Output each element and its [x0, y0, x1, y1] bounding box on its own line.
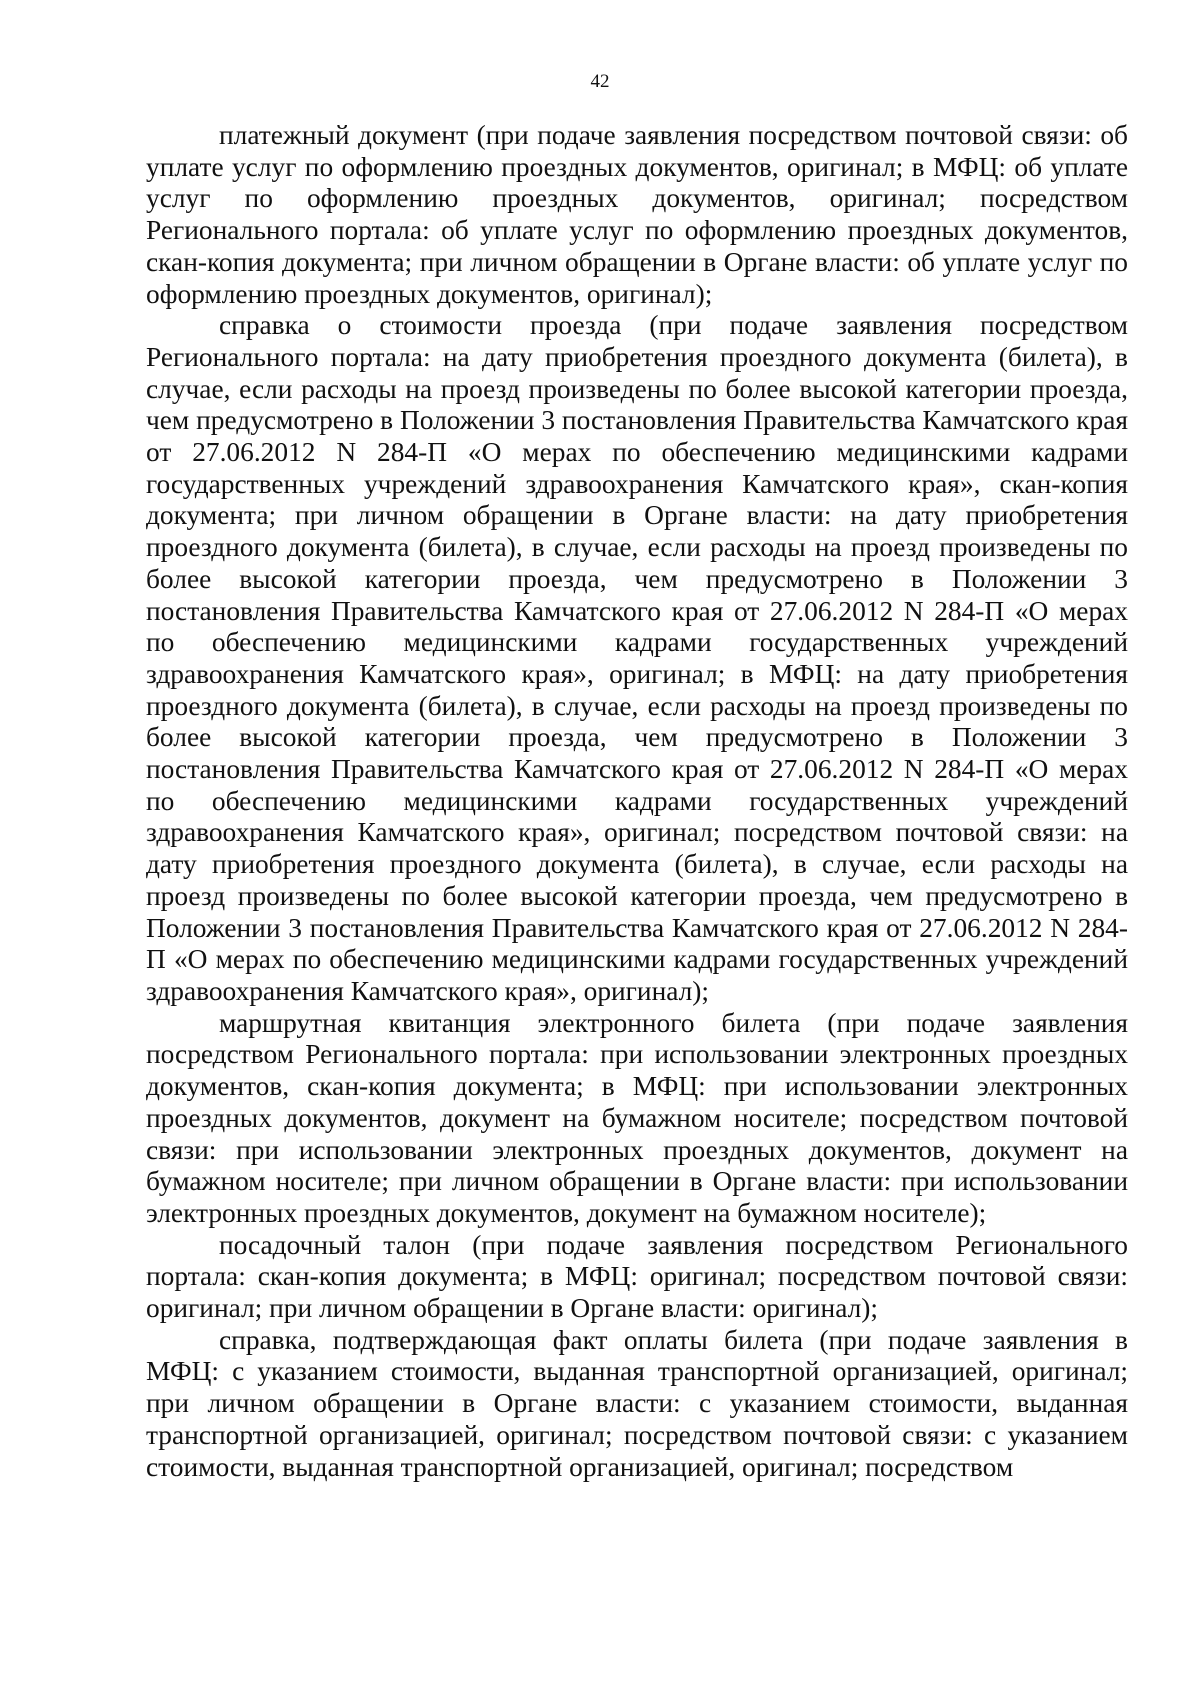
paragraph-payment-confirmation: справка, подтверждающая факт оплаты билета (при подаче заявления в МФЦ: с указанием стоимости, выданная транспортной организацией, оригинал; при личном обращении в Органе власти: с указанием стоимости, выданная транспортной организацией, оригинал; посредством почтовой связи: с указанием стоимости, выданная транспортной организацией, оригинал; посредством	[146, 1324, 1128, 1482]
paragraph-boarding-pass: посадочный талон (при подаче заявления посредством Регионального портала: скан-копия документа; в МФЦ: оригинал; посредством почтовой связи: оригинал; при личном обращении в Органе власти: оригинал);	[146, 1229, 1128, 1324]
paragraph-e-ticket-receipt: маршрутная квитанция электронного билета (при подаче заявления посредством Регионального портала: при использовании электронных проездных документов, скан-копия документа; в МФЦ: при использовании электронных проездных документов, документ на бумажном носителе; посредством почтовой связи: при использовании электронных проездных документов, документ на бумажном носителе; при личном обращении в Органе власти: при использовании электронных проездных документов, документ на бумажном носителе);	[146, 1007, 1128, 1228]
page-number: 42	[590, 71, 610, 92]
paragraph-payment-document: платежный документ (при подаче заявления посредством почтовой связи: об уплате услуг по оформлению проездных документов, оригинал; в МФЦ: об уплате услуг по оформлению проездных документов, оригинал; посредством Регионального портала: об уплате услуг по оформлению проездных документов, скан-копия документа; при личном обращении в Органе власти: об уплате услуг по оформлению проездных документов, оригинал);	[146, 120, 1128, 309]
document-body	[146, 120, 1128, 1483]
paragraph-travel-cost-certificate: справка о стоимости проезда (при подаче заявления посредством Регионального портала: на дату приобретения проездного документа (билета), в случае, если расходы на проезд произведены по более высокой категории проезда, чем предусмотрено в Положении 3 постановления Правительства Камчатского края от 27.06.2012 N 284-П «О мерах по обеспечению медицинскими кадрами государственных учреждений здравоохранения Камчатского края», скан-копия документа; при личном обращении в Органе власти: на дату приобретения проездного документа (билета), в случае, если расходы на проезд произведены по более высокой категории проезда, чем предусмотрено в Положении 3 постановления Правительства Камчатского края от 27.06.2012 N 284-П «О мерах по обеспечению медицинскими кадрами государственных учреждений здравоохранения Камчатского края», оригинал; в МФЦ: на дату приобретения проездного документа (билета), в случае, если расходы на проезд произведены по более высокой категории проезда, чем предусмотрено в Положении 3 постановления Правительства Камчатского края от 27.06.2012 N 284-П «О мерах по обеспечению медицинскими кадрами государственных учреждений здравоохранения Камчатского края», оригинал; посредством почтовой связи: на дату приобретения проездного документа (билета), в случае, если расходы на проезд произведены по более высокой категории проезда, чем предусмотрено в Положении 3 постановления Правительства Камчатского края от 27.06.2012 N 284-П «О мерах по обеспечению медицинскими кадрами государственных учреждений здравоохранения Камчатского края», оригинал);	[146, 310, 1128, 1006]
